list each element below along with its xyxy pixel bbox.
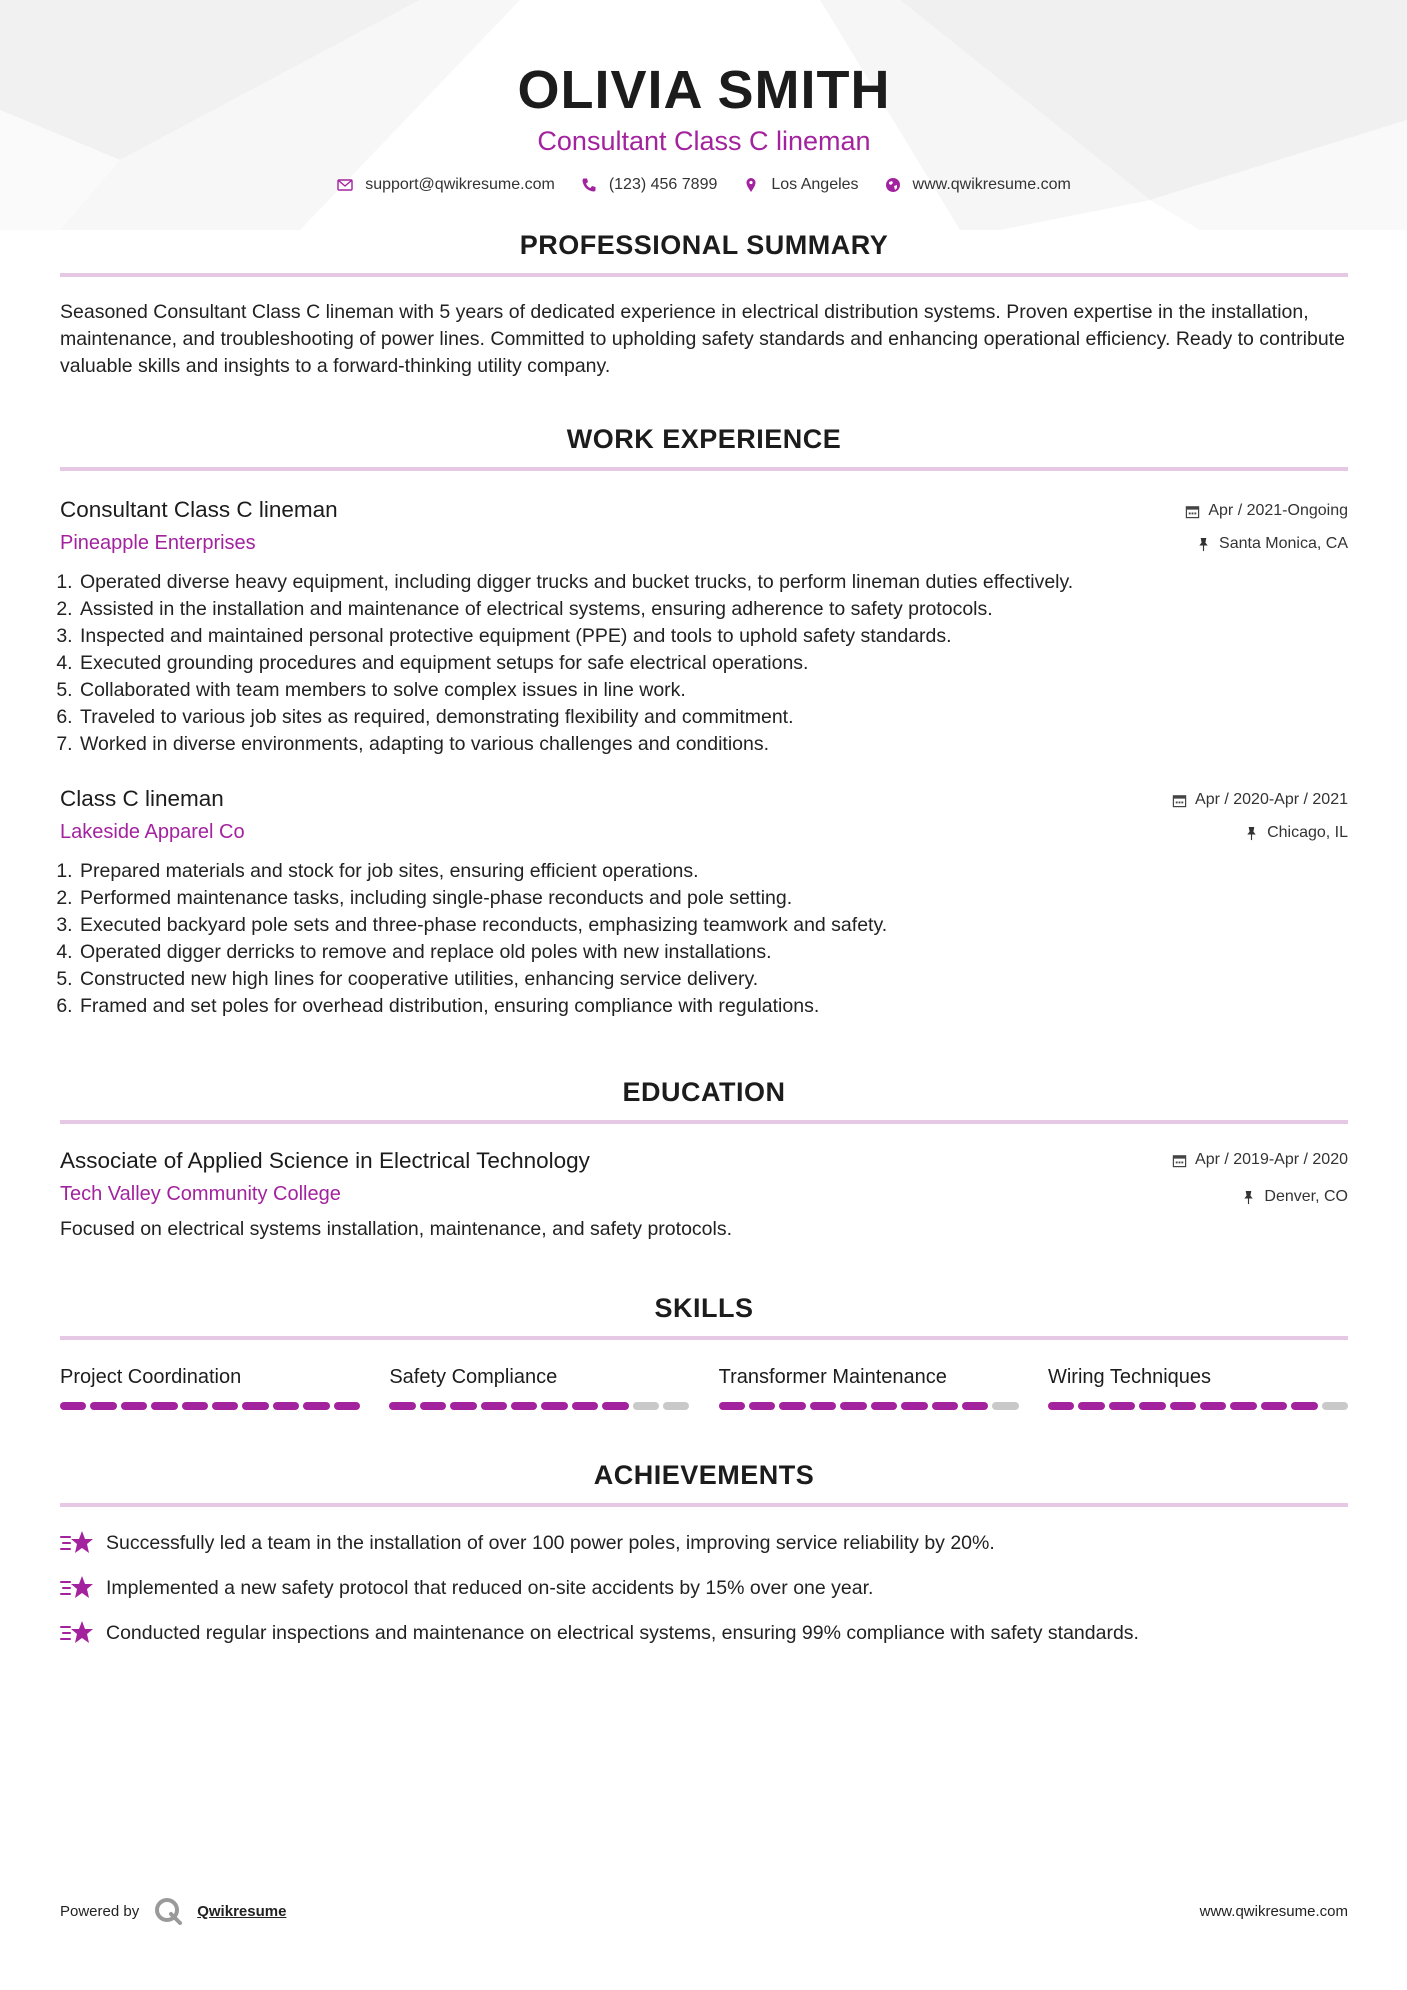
list-item: Conducted regular inspections and maintenance on electrical systems, ensuring 99% compliance with safety standards. <box>60 1619 1348 1647</box>
powered-by-label: Powered by <box>60 1902 140 1920</box>
skill-segment-empty <box>1322 1402 1348 1410</box>
job-duties-list <box>60 569 1348 758</box>
skill-segment-filled <box>962 1402 988 1410</box>
skill-item <box>60 1364 360 1410</box>
education-section <box>60 1075 1348 1243</box>
skills-section <box>60 1291 1348 1410</box>
list-item: 1. Operated diverse heavy equipment, including digger trucks and bucket trucks, to perform lineman duties effectively. <box>78 569 1348 596</box>
contact-website[interactable] <box>885 176 1071 194</box>
job-role: Consultant Class C lineman <box>60 497 338 522</box>
experience-heading: WORK EXPERIENCE <box>566 424 842 454</box>
skill-item <box>719 1364 1019 1410</box>
list-item: 2. Assisted in the installation and maintenance of electrical systems, ensuring adherence to safety protocols. <box>78 596 1348 623</box>
summary-heading: PROFESSIONAL SUMMARY <box>519 230 889 260</box>
skill-segment-filled <box>871 1402 897 1410</box>
degree-name: Associate of Applied Science in Electrical Technology <box>60 1148 590 1173</box>
job-entry <box>60 784 1348 1020</box>
section-divider <box>60 467 1348 471</box>
pushpin-icon <box>1196 537 1211 552</box>
website-text: www.qwikresume.com <box>912 176 1071 193</box>
globe-icon <box>885 177 901 193</box>
skill-segment-empty <box>663 1402 689 1410</box>
job-company: Pineapple Enterprises <box>60 532 256 554</box>
resume-header <box>60 58 1348 194</box>
skill-segment-filled <box>602 1402 628 1410</box>
skill-segment-filled <box>303 1402 329 1410</box>
envelope-icon <box>337 177 353 193</box>
summary-text: Seasoned Consultant Class C lineman with 5 years of dedicated experience in electrical distribution systems. Proven expertise in the installation, maintenance, and troubleshooting of power lines. Committed to upholding safety standards and enhancing operational efficiency. Ready to contribute valuable skills and insights to a forward-thinking utility company. <box>60 301 1345 377</box>
skill-segment-filled <box>1200 1402 1226 1410</box>
skill-segment-filled <box>334 1402 360 1410</box>
skill-segment-filled <box>1230 1402 1256 1410</box>
skill-segment-filled <box>932 1402 958 1410</box>
location-text: Los Angeles <box>771 176 859 193</box>
skill-segment-filled <box>572 1402 598 1410</box>
skill-segment-filled <box>719 1402 745 1410</box>
job-company: Lakeside Apparel Co <box>60 821 245 843</box>
skill-segment-filled <box>450 1402 476 1410</box>
shooting-star-icon <box>60 1529 94 1557</box>
skill-segment-filled <box>242 1402 268 1410</box>
skill-segment-filled <box>1139 1402 1165 1410</box>
skill-segment-filled <box>511 1402 537 1410</box>
section-divider <box>60 1336 1348 1340</box>
list-item: 1. Prepared materials and stock for job sites, ensuring efficient operations. <box>78 858 1348 885</box>
achievements-list <box>60 1529 1348 1647</box>
calendar-icon <box>1185 504 1200 519</box>
calendar-icon <box>1172 1153 1187 1168</box>
achievements-heading: ACHIEVEMENTS <box>593 1460 815 1490</box>
candidate-name: OLIVIA SMITH <box>517 60 891 120</box>
pushpin-icon <box>1244 826 1259 841</box>
skill-name: Transformer Maintenance <box>718 1366 947 1388</box>
list-item: 4. Operated digger derricks to remove and replace old poles with new installations. <box>78 939 1348 966</box>
list-item: 2. Performed maintenance tasks, including single-phase reconducts and pole setting. <box>78 885 1348 912</box>
summary-section <box>60 228 1348 380</box>
skills-grid <box>60 1364 1348 1410</box>
achievements-section <box>60 1458 1348 1647</box>
skill-segment-filled <box>810 1402 836 1410</box>
skill-segment-filled <box>1109 1402 1135 1410</box>
powered-by <box>60 1896 286 1926</box>
education-entry <box>60 1146 1348 1243</box>
skill-segment-filled <box>182 1402 208 1410</box>
skill-segment-empty <box>992 1402 1018 1410</box>
skill-segment-filled <box>1048 1402 1074 1410</box>
experience-section <box>60 422 1348 1020</box>
list-item: Implemented a new safety protocol that reduced on-site accidents by 15% over one year. <box>60 1574 1348 1602</box>
skill-segment-filled <box>779 1402 805 1410</box>
skill-level-bar <box>389 1402 689 1410</box>
school-name: Tech Valley Community College <box>60 1183 341 1205</box>
phone-text: (123) 456 7899 <box>608 176 718 193</box>
skill-segment-filled <box>420 1402 446 1410</box>
education-location: Denver, CO <box>1172 1187 1348 1207</box>
skill-segment-filled <box>901 1402 927 1410</box>
skill-segment-filled <box>1170 1402 1196 1410</box>
skill-name: Project Coordination <box>60 1366 242 1388</box>
job-role: Class C lineman <box>60 786 224 811</box>
skill-level-bar <box>719 1402 1019 1410</box>
footer-website-link[interactable]: www.qwikresume.com <box>1199 1902 1348 1920</box>
job-dates: Apr / 2021-Ongoing <box>1185 501 1348 521</box>
skill-segment-filled <box>151 1402 177 1410</box>
skill-segment-filled <box>481 1402 507 1410</box>
list-item: 6. Traveled to various job sites as required, demonstrating flexibility and commitment. <box>78 704 1348 731</box>
page-footer <box>60 1896 1348 1926</box>
skill-segment-filled <box>840 1402 866 1410</box>
job-duties-list <box>60 858 1348 1020</box>
skill-segment-filled <box>1078 1402 1104 1410</box>
section-divider <box>60 273 1348 277</box>
brand-link[interactable]: Qwikresume <box>197 1902 287 1920</box>
education-dates: Apr / 2019-Apr / 2020 <box>1172 1150 1348 1170</box>
phone-icon <box>581 177 597 193</box>
skill-name: Safety Compliance <box>389 1366 558 1388</box>
skill-segment-filled <box>541 1402 567 1410</box>
candidate-title: Consultant Class C lineman <box>537 126 871 156</box>
skill-segment-empty <box>633 1402 659 1410</box>
skill-segment-filled <box>1291 1402 1317 1410</box>
list-item: 4. Executed grounding procedures and equipment setups for safe electrical operations. <box>78 650 1348 677</box>
list-item: Successfully led a team in the installation of over 100 power poles, improving service reliability by 20%. <box>60 1529 1348 1557</box>
section-divider <box>60 1503 1348 1507</box>
pushpin-icon <box>1241 1190 1256 1205</box>
skill-level-bar <box>1048 1402 1348 1410</box>
skill-segment-filled <box>121 1402 147 1410</box>
skill-level-bar <box>60 1402 360 1410</box>
skill-segment-filled <box>1261 1402 1287 1410</box>
job-location: Santa Monica, CA <box>1185 534 1348 554</box>
skill-segment-filled <box>389 1402 415 1410</box>
qwikresume-logo-icon <box>153 1896 183 1926</box>
list-item: 6. Framed and set poles for overhead distribution, ensuring compliance with regulations. <box>78 993 1348 1020</box>
contact-phone[interactable] <box>581 176 718 194</box>
skill-segment-filled <box>212 1402 238 1410</box>
list-item: 3. Executed backyard pole sets and three-phase reconducts, emphasizing teamwork and safety. <box>78 912 1348 939</box>
skill-segment-filled <box>60 1402 86 1410</box>
skill-item <box>389 1364 689 1410</box>
education-heading: EDUCATION <box>622 1077 786 1107</box>
list-item: 5. Collaborated with team members to solve complex issues in line work. <box>78 677 1348 704</box>
shooting-star-icon <box>60 1574 94 1602</box>
skill-segment-filled <box>273 1402 299 1410</box>
list-item: 3. Inspected and maintained personal protective equipment (PPE) and tools to uphold safety standards. <box>78 623 1348 650</box>
job-location: Chicago, IL <box>1172 823 1348 843</box>
contact-row <box>60 176 1348 194</box>
contact-location <box>743 176 858 194</box>
shooting-star-icon <box>60 1619 94 1647</box>
job-entry <box>60 495 1348 758</box>
section-divider <box>60 1120 1348 1124</box>
skill-segment-filled <box>749 1402 775 1410</box>
calendar-icon <box>1172 793 1187 808</box>
email-text: support@qwikresume.com <box>365 176 555 193</box>
contact-email[interactable] <box>337 176 555 194</box>
map-pin-icon <box>743 177 759 193</box>
resume-page <box>60 0 1348 1664</box>
skills-heading: SKILLS <box>654 1293 754 1323</box>
skill-item <box>1048 1364 1348 1410</box>
list-item: 7. Worked in diverse environments, adapting to various challenges and conditions. <box>78 731 1348 758</box>
education-description: Focused on electrical systems installation, maintenance, and safety protocols. <box>60 1218 733 1240</box>
skill-name: Wiring Techniques <box>1047 1366 1212 1388</box>
job-dates: Apr / 2020-Apr / 2021 <box>1172 790 1348 810</box>
list-item: 5. Constructed new high lines for cooperative utilities, enhancing service delivery. <box>78 966 1348 993</box>
skill-segment-filled <box>90 1402 116 1410</box>
